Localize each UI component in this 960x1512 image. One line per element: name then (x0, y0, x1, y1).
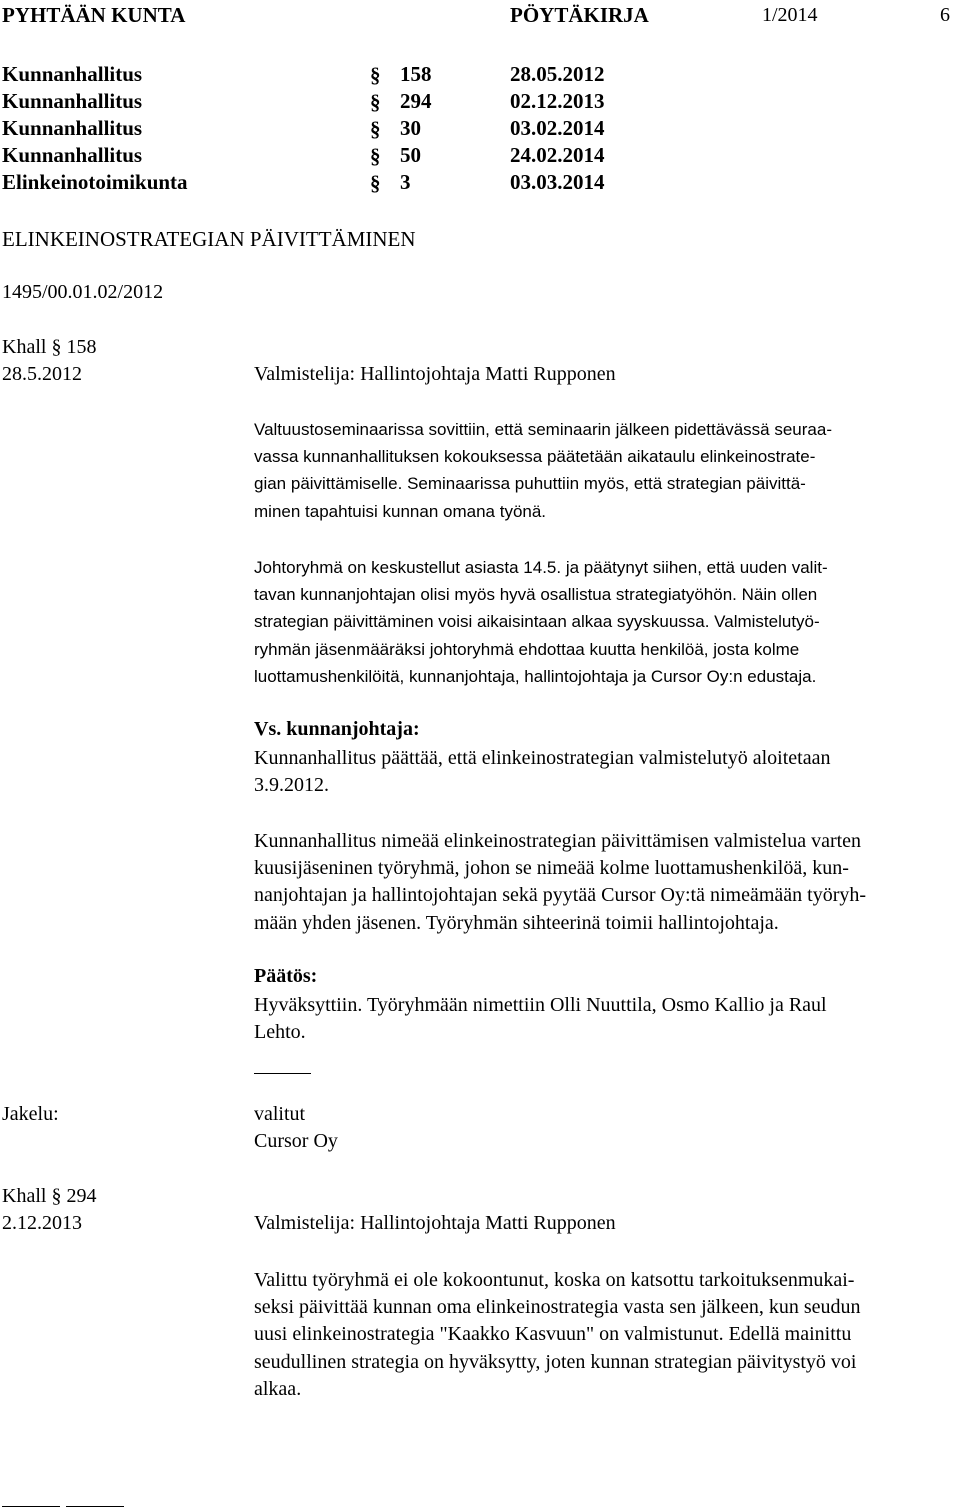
meeting-date: 02.12.2013 (510, 89, 605, 113)
meeting-section: 3 (400, 170, 411, 194)
meeting-section: 158 (400, 62, 432, 86)
item-preparer: Valmistelija: Hallintojohtaja Matti Rupponen (254, 1212, 616, 1234)
paragraph-line: Kunnanhallitus nimeää elinkeinostrategian päivittämisen valmistelua varten (254, 830, 862, 852)
paragraph-line: tavan kunnanjohtajan olisi myös hyvä osallistua strategiatyöhön. Näin ollen (254, 585, 818, 605)
meeting-date: 03.03.2014 (510, 170, 605, 194)
item-ref-body: Khall (2, 336, 47, 358)
paragraph-line: Hyväksyttiin. Työryhmään nimettiin Olli Nuuttila, Osmo Kallio ja Raul (254, 994, 827, 1016)
item-date: 28.5.2012 (2, 363, 82, 385)
issue-number: 1/2014 (762, 4, 818, 26)
record-number: 1495/00.01.02/2012 (2, 281, 164, 303)
paragraph-line: Kunnanhallitus päättää, että elinkeinostrategian valmistelutyö aloitetaan (254, 747, 831, 769)
document-title: ELINKEINOSTRATEGIAN PÄIVITTÄMINEN (2, 227, 416, 251)
decision-paragraph (254, 992, 958, 1046)
meeting-body: Kunnanhallitus (2, 116, 143, 140)
section-sign-icon: § (370, 117, 381, 141)
section-sign-icon: § (370, 63, 381, 87)
section-sign-icon: § (370, 171, 381, 195)
meeting-date: 28.05.2012 (510, 62, 605, 86)
meeting-date: 24.02.2014 (510, 143, 605, 167)
proposal-label: Vs. kunnanjohtaja: (254, 718, 420, 740)
paragraph-line: 3.9.2012. (254, 774, 329, 797)
item-preparer: Valmistelija: Hallintojohtaja Matti Rupponen (254, 363, 616, 385)
paragraph-line: uusi elinkeinostrategia "Kaakko Kasvuun" on valmistunut. Edellä mainittu (254, 1323, 852, 1346)
meeting-body: Kunnanhallitus (2, 89, 143, 113)
item-ref-section: 158 (66, 336, 97, 358)
paragraph-line: Lehto. (254, 1021, 306, 1044)
paragraph-line: ryhmän jäsenmääräksi johtoryhmä ehdottaa kuutta henkilöä, josta kolme (254, 639, 800, 659)
page-number: 6 (940, 4, 950, 26)
paragraph-line: gian päivittämiselle. Seminaarissa puhuttiin myös, että strategian päivittä- (254, 474, 806, 494)
document-type: PÖYTÄKIRJA (510, 3, 649, 27)
paragraph-line: seksi päivittää kunnan oma elinkeinostrategia vasta sen jälkeen, kun seudun (254, 1296, 861, 1319)
paragraph-line: kuusijäseninen työryhmä, johon se nimeää kolme luottamushenkilöä, kun- (254, 857, 849, 880)
section-sign-icon: § (51, 336, 62, 358)
paragraph-line: minen tapahtuisi kunnan omana työnä. (254, 501, 547, 521)
separator-line (254, 1073, 311, 1074)
item-paragraph (254, 554, 958, 690)
item-paragraph (254, 416, 958, 525)
decision-label: Päätös: (254, 965, 318, 987)
meeting-date: 03.02.2014 (510, 116, 605, 140)
distribution-recipient: Cursor Oy (254, 1130, 338, 1152)
item-paragraph (254, 1267, 958, 1403)
paragraph-line: seudullinen strategia on hyväksytty, joten kunnan strategian päivitystyö voi (254, 1350, 857, 1373)
signature-line (66, 1506, 124, 1507)
paragraph-line: alkaa. (254, 1377, 302, 1400)
item-date: 2.12.2013 (2, 1212, 82, 1234)
paragraph-line: nanjohtajan ja hallintojohtajan sekä pyytää Cursor Oy:tä nimeämään työryh- (254, 884, 867, 907)
paragraph-line: luottamushenkilöitä, kunnanjohtaja, hallintojohtaja ja Cursor Oy:n edustaja. (254, 666, 817, 686)
section-sign-icon: § (370, 90, 381, 114)
signature-line (2, 1506, 60, 1507)
meeting-section: 50 (400, 143, 421, 167)
section-sign-icon: § (370, 144, 381, 168)
paragraph-line: mään yhden jäsenen. Työryhmän sihteerinä toimii hallintojohtaja. (254, 911, 779, 934)
meeting-body: Kunnanhallitus (2, 62, 143, 86)
section-sign-icon: § (51, 1185, 62, 1207)
item-ref-body: Khall (2, 1185, 47, 1207)
distribution-recipient: valitut (254, 1103, 306, 1125)
paragraph-line: strategian päivittäminen voisi aikaisintaan alkaa syyskuussa. Valmistelutyö- (254, 612, 820, 632)
distribution-label: Jakelu: (2, 1103, 59, 1125)
meeting-section: 30 (400, 116, 421, 140)
municipality-name: PYHTÄÄN KUNTA (2, 3, 186, 27)
item-ref (2, 336, 96, 359)
item-ref-section: 294 (66, 1185, 97, 1207)
paragraph-line: vassa kunnanhallituksen kokouksessa päätetään aikataulu elinkeinostrate- (254, 447, 816, 467)
paragraph-line: Valittu työryhmä ei ole kokoontunut, koska on katsottu tarkoituksenmukai- (254, 1269, 855, 1291)
meeting-body: Elinkeinotoimikunta (2, 170, 188, 194)
item-ref (2, 1185, 96, 1208)
proposal-paragraph (254, 745, 958, 799)
proposal-paragraph (254, 828, 958, 937)
paragraph-line: Johtoryhmä on keskustellut asiasta 14.5. ja päätynyt siihen, että uuden valit- (254, 558, 828, 577)
meeting-body: Kunnanhallitus (2, 143, 143, 167)
meeting-section: 294 (400, 89, 432, 113)
paragraph-line: Valtuustoseminaarissa sovittiin, että seminaarin jälkeen pidettävässä seuraa- (254, 420, 832, 439)
